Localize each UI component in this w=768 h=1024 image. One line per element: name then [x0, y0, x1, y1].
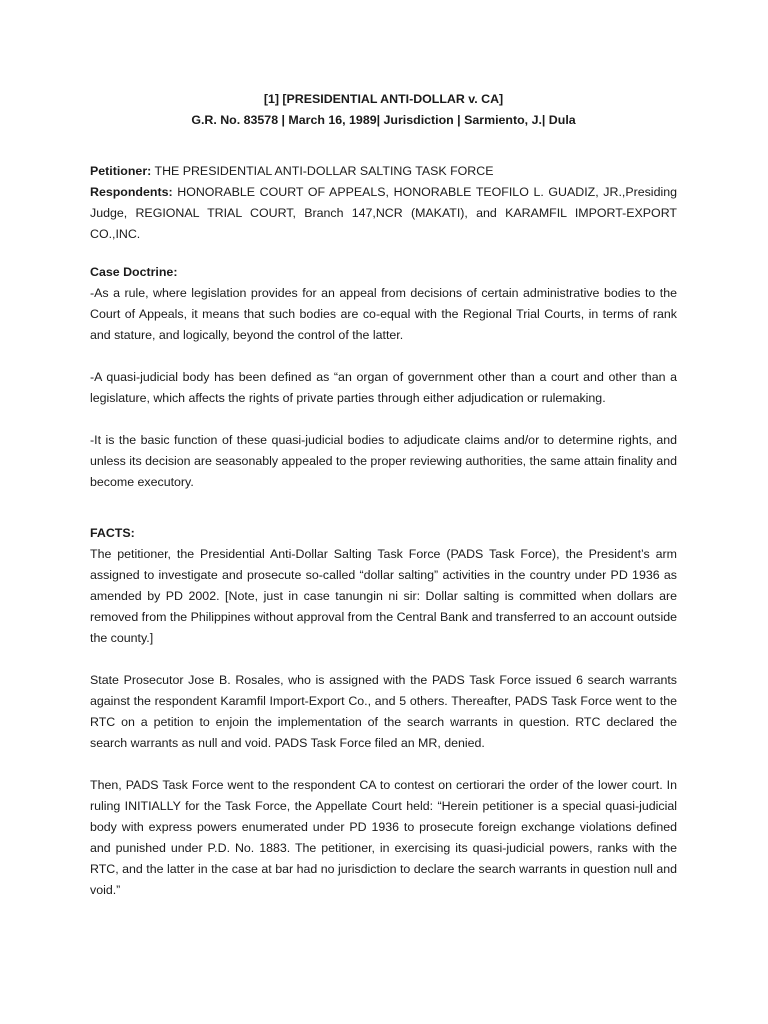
facts-paragraph: The petitioner, the Presidential Anti-Dollar Salting Task Force (PADS Task Force), the President’s arm assigned to investigate and prosecute so-called “dollar salting” activities in the country under PD 1936 as amended by PD 2002. [Note, just in case tanungin ni sir: Dollar salting is committed when dollars are removed from the Philippines without approval from the Central Bank and transferred to an account outside the county.]	[90, 547, 677, 645]
case-title: [1] [PRESIDENTIAL ANTI-DOLLAR v. CA]	[263, 92, 504, 106]
petitioner-line	[90, 161, 677, 182]
doctrine-paragraph: -As a rule, where legislation provides for an appeal from decisions of certain administrative bodies to the Court of Appeals, it means that such bodies are co-equal with the Regional Trial Courts, in terms of rank and stature, and logically, beyond the control of the latter.	[90, 286, 677, 342]
respondents-value: HONORABLE COURT OF APPEALS, HONORABLE TEOFILO L. GUADIZ, JR.,Presiding Judge, REGIONAL TRIAL COURT, Branch 147,NCR (MAKATI), and KARAMFIL IMPORT-EXPORT CO.,INC.	[90, 185, 677, 241]
facts-heading: FACTS:	[90, 526, 135, 540]
petitioner-label: Petitioner:	[90, 164, 152, 178]
facts-paragraph: State Prosecutor Jose B. Rosales, who is assigned with the PADS Task Force issued 6 search warrants against the respondent Karamfil Import-Export Co., and 5 others. Thereafter, PADS Task Force went to the RTC on a petition to enjoin the implementation of the search warrants in question. RTC declared the search warrants as null and void. PADS Task Force filed an MR, denied.	[90, 673, 677, 750]
case-title-block	[90, 89, 677, 131]
doctrine-paragraph: -It is the basic function of these quasi-judicial bodies to adjudicate claims and/or to determine rights, and unless its decision are seasonably appealed to the proper reviewing authorities, the same attain finality and become executory.	[90, 433, 677, 489]
doctrine-heading: Case Doctrine:	[90, 265, 178, 279]
case-citation: G.R. No. 83578 | March 16, 1989| Jurisdiction | Sarmiento, J.| Dula	[191, 113, 576, 127]
respondents-label: Respondents:	[90, 185, 173, 199]
respondents-line	[90, 182, 677, 245]
petitioner-value: THE PRESIDENTIAL ANTI-DOLLAR SALTING TASK FORCE	[151, 164, 494, 178]
doctrine-paragraph: -A quasi-judicial body has been defined as “an organ of government other than a court and other than a legislature, which affects the rights of private parties through either adjudication or rulemaking.	[90, 370, 677, 405]
parties-section	[90, 161, 677, 245]
facts-paragraph: Then, PADS Task Force went to the respondent CA to contest on certiorari the order of the lower court. In ruling INITIALLY for the Task Force, the Appellate Court held: “Herein petitioner is a special quasi-judicial body with express powers enumerated under PD 1936 to prosecute foreign exchange violations defined and punished under P.D. No. 1883. The petitioner, in exercising its quasi-judicial powers, ranks with the RTC, and the latter in the case at bar had no jurisdiction to declare the search warrants in question null and void.”	[90, 778, 677, 897]
